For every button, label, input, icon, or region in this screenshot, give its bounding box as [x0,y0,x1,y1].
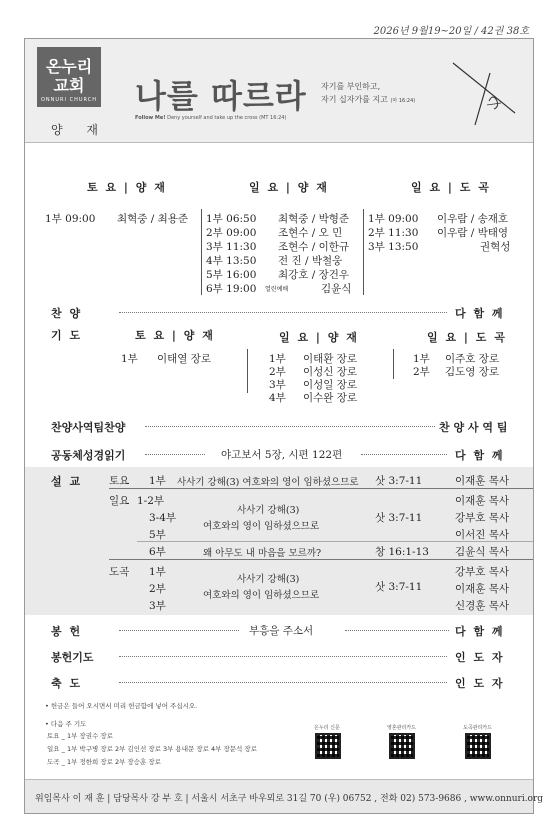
dogok-time-1: 1부 09:00 [368,213,419,225]
subtitle-ref: (마 16:24) [390,98,416,104]
offering-prayer-label: 봉헌기도 [51,651,94,664]
sermon-sat-group: 토요 [109,475,130,487]
praise-label: 찬 양 [51,307,83,320]
logo-line2: 교회 [53,76,85,95]
prayer-sun-head: 일 요 | 양 재 [279,331,359,344]
page-title: 나를 따르라 [135,77,307,115]
sun-time-2: 2부 09:00 [206,227,257,239]
divider [247,349,248,393]
sermon-sun-title-a: 사사기 강해(3) [237,505,300,516]
prayer-dogok-name-1: 이주호 장로 [445,353,500,365]
benediction-who: 인 도 자 [455,677,505,690]
sermon-sat-pastor: 이재훈 목사 [455,475,510,487]
sermon-dogok-title-b: 여호와의 영이 임하셨으므로 [203,590,320,601]
sermon-sun-pastor-2: 강부호 목사 [455,512,510,524]
divider [137,541,533,542]
dogok-names-1: 이우람 / 송재호 [437,213,509,225]
sermon-dogok-part-2: 2부 [149,583,166,595]
qr-code-icon[interactable] [315,733,341,759]
prayer-dogok-part-2: 2부 [413,366,430,378]
sermon-sun-part-3: 5부 [149,529,166,541]
note-next-dogok: 도곡 _ 1부 정한희 장로 2부 장승훈 장로 [47,758,161,766]
leader-dots [145,454,205,455]
leader-dots [361,454,447,455]
prayer-sun-part-2: 2부 [269,366,286,378]
sermon-sun-ref: 삿 3:7-11 [375,512,423,524]
sermon-sun6-title: 왜 아무도 내 마음을 모르까? [203,548,322,559]
sun-time-1: 1부 06:50 [206,213,257,225]
subtitle-text: 자기 십자가를 지고 [321,95,388,104]
divider [393,349,394,379]
dogok-names-2: 이우람 / 박태영 [437,227,509,239]
sun-dogok-head: 일 요 | 도 곡 [411,181,491,194]
sermon-sun-part-4: 6부 [149,546,166,558]
bulletin-header [25,39,533,143]
campus-name: 양 재 [51,123,108,137]
prayer-sun-name-1: 이태환 장로 [303,353,358,365]
note-next-sat: 토요 _ 1부 장권수 장로 [47,732,113,740]
note-next-prayer: • 다음 주 기도 [45,720,87,728]
sermon-dogok-pastor-3: 신경훈 목사 [455,600,510,612]
subtitle-line1: 자기를 부인하고, [321,82,381,91]
leader-dots [119,682,447,683]
note-offering: • 헌금은 들어 오시면서 미리 헌금함에 넣어 주십시오. [45,702,198,710]
praise-who: 다 함 께 [455,307,505,320]
logo-line1: 온누리 [45,57,93,76]
sun-time-4: 4부 13:50 [206,255,257,267]
dogok-time-2: 2부 11:30 [368,227,419,239]
subtitle-line2 [321,94,415,105]
sat-service-time: 1부 09:00 [45,213,96,225]
sun-names-5: 최강호 / 장건우 [278,269,350,281]
offering-prayer-who: 인 도 자 [455,651,505,664]
offering-who: 다 함 께 [455,625,505,638]
sermon-sat-ref: 삿 3:7-11 [375,475,423,487]
prayer-dogok-head: 일 요 | 도 곡 [427,331,507,344]
sermon-sun-title-b: 여호와의 영이 임하셨으므로 [203,521,320,532]
sermon-sat-title: 사사기 강해(3) 여호와의 영이 임하셨으므로 [177,477,359,488]
divider [109,488,533,489]
sun-names-2: 조현수 / 오 민 [278,227,343,239]
sun-names-1: 최혁중 / 박형준 [278,213,350,225]
sun-time-6-note: 열린예배 [265,286,289,293]
qr-label-1: 온누리 신문 [314,725,340,731]
bulletin-frame [24,38,544,814]
prayer-sun-name-2: 이성신 장로 [303,366,358,378]
prayer-sun-name-3: 이성일 장로 [303,379,358,391]
issue-info: 2026년 9월19~20일 / 42권 38호 [373,26,529,37]
tagline [135,115,286,121]
prayer-sun-name-4: 이수완 장로 [303,392,358,404]
sun-names-6: 김윤식 [321,283,352,295]
sermon-dogok-part-3: 3부 [149,600,166,612]
tagline-bold: Follow Me! [135,115,166,121]
sun-yangjae-head: 일 요 | 양 재 [249,181,329,194]
choir-who: 찬 양 사 역 팀 [439,421,508,434]
benediction-label: 축 도 [51,677,83,690]
church-logo [37,47,101,107]
tagline-text: Deny yourself and take up the cross (MT 16:24) [167,115,287,121]
qr-code-icon[interactable] [465,733,491,759]
sermon-sun-part-1: 1-2부 [137,495,165,507]
prayer-sat-head: 토 요 | 양 재 [135,329,215,342]
logo-en: ONNURI CHURCH [40,97,97,103]
sermon-sun-pastor-4: 김윤식 목사 [455,546,510,558]
cross-illustration-icon [445,53,525,133]
leader-dots [119,630,239,631]
divider [363,209,364,295]
sermon-sun-group: 일요 [109,495,130,507]
offering-text: 부흥을 주소서 [249,625,314,637]
sermon-sat-part: 1부 [149,475,166,487]
qr-code-icon[interactable] [389,733,415,759]
divider [109,559,533,560]
leader-dots [119,312,447,313]
note-next-sun: 일요 _ 1부 박구병 장로 2부 김인선 장로 3부 용내문 장로 4부 장문석 장로 [47,745,257,753]
sermon-label: 설 교 [51,475,83,488]
sermon-dogok-ref: 삿 3:7-11 [375,581,423,593]
sermon-dogok-group: 도곡 [109,566,130,578]
reading-who: 다 함 께 [455,449,505,462]
sun-names-3: 조현수 / 이한규 [278,241,350,253]
divider [201,209,202,295]
prayer-sun-part-4: 4부 [269,392,286,404]
sermon-sun6-ref: 창 16:1-13 [375,546,429,558]
prayer-sat-name: 이태열 장로 [157,353,212,365]
sermon-sun-pastor-1: 이재훈 목사 [455,495,510,507]
choir-label: 찬양사역팀찬양 [51,421,126,434]
footer-text: 위임목사 이 재 훈 | 담당목사 강 부 호 | 서울시 서초구 바우뫼로 31길 70 (우) 06752 , 전화 02) 573-9686 , www.onnuri.org [35,794,544,804]
sun-names-4: 전 진 / 박철웅 [278,255,343,267]
sun-time-3: 3부 11:30 [206,241,257,253]
sermon-dogok-title-a: 사사기 강해(3) [237,574,300,585]
prayer-dogok-part-1: 1부 [413,353,430,365]
prayer-sun-part-3: 3부 [269,379,286,391]
prayer-sat-part: 1부 [121,353,138,365]
sermon-sun-pastor-3: 이서진 목사 [455,529,510,541]
sat-service-names: 최혁중 / 최용준 [117,213,189,225]
sat-yangjae-head: 토 요 | 양 재 [87,181,167,194]
sermon-dogok-pastor-2: 이재훈 목사 [455,583,510,595]
offering-label: 봉 헌 [51,625,83,638]
dogok-names-3: 권혁성 [480,241,511,253]
qr-label-3: 도곡관리카드 [463,725,492,731]
prayer-sun-part-1: 1부 [269,353,286,365]
sermon-dogok-pastor-1: 강부호 목사 [455,566,510,578]
dogok-time-3: 3부 13:50 [368,241,419,253]
sun-time-5: 5부 16:00 [206,269,257,281]
leader-dots [345,630,449,631]
reading-text: 야고보서 5장, 시편 122편 [221,449,343,461]
sermon-dogok-part-1: 1부 [149,566,166,578]
footer [25,779,544,813]
leader-dots [145,426,435,427]
sun-time-6: 6부 19:00 [206,283,257,295]
sermon-sun-part-2: 3-4부 [149,512,177,524]
leader-dots [119,656,447,657]
reading-label: 공동체성경읽기 [51,449,126,462]
prayer-label: 기 도 [51,329,83,342]
qr-label-2: 영혼관리카드 [387,725,416,731]
prayer-dogok-name-2: 김도영 장로 [445,366,500,378]
